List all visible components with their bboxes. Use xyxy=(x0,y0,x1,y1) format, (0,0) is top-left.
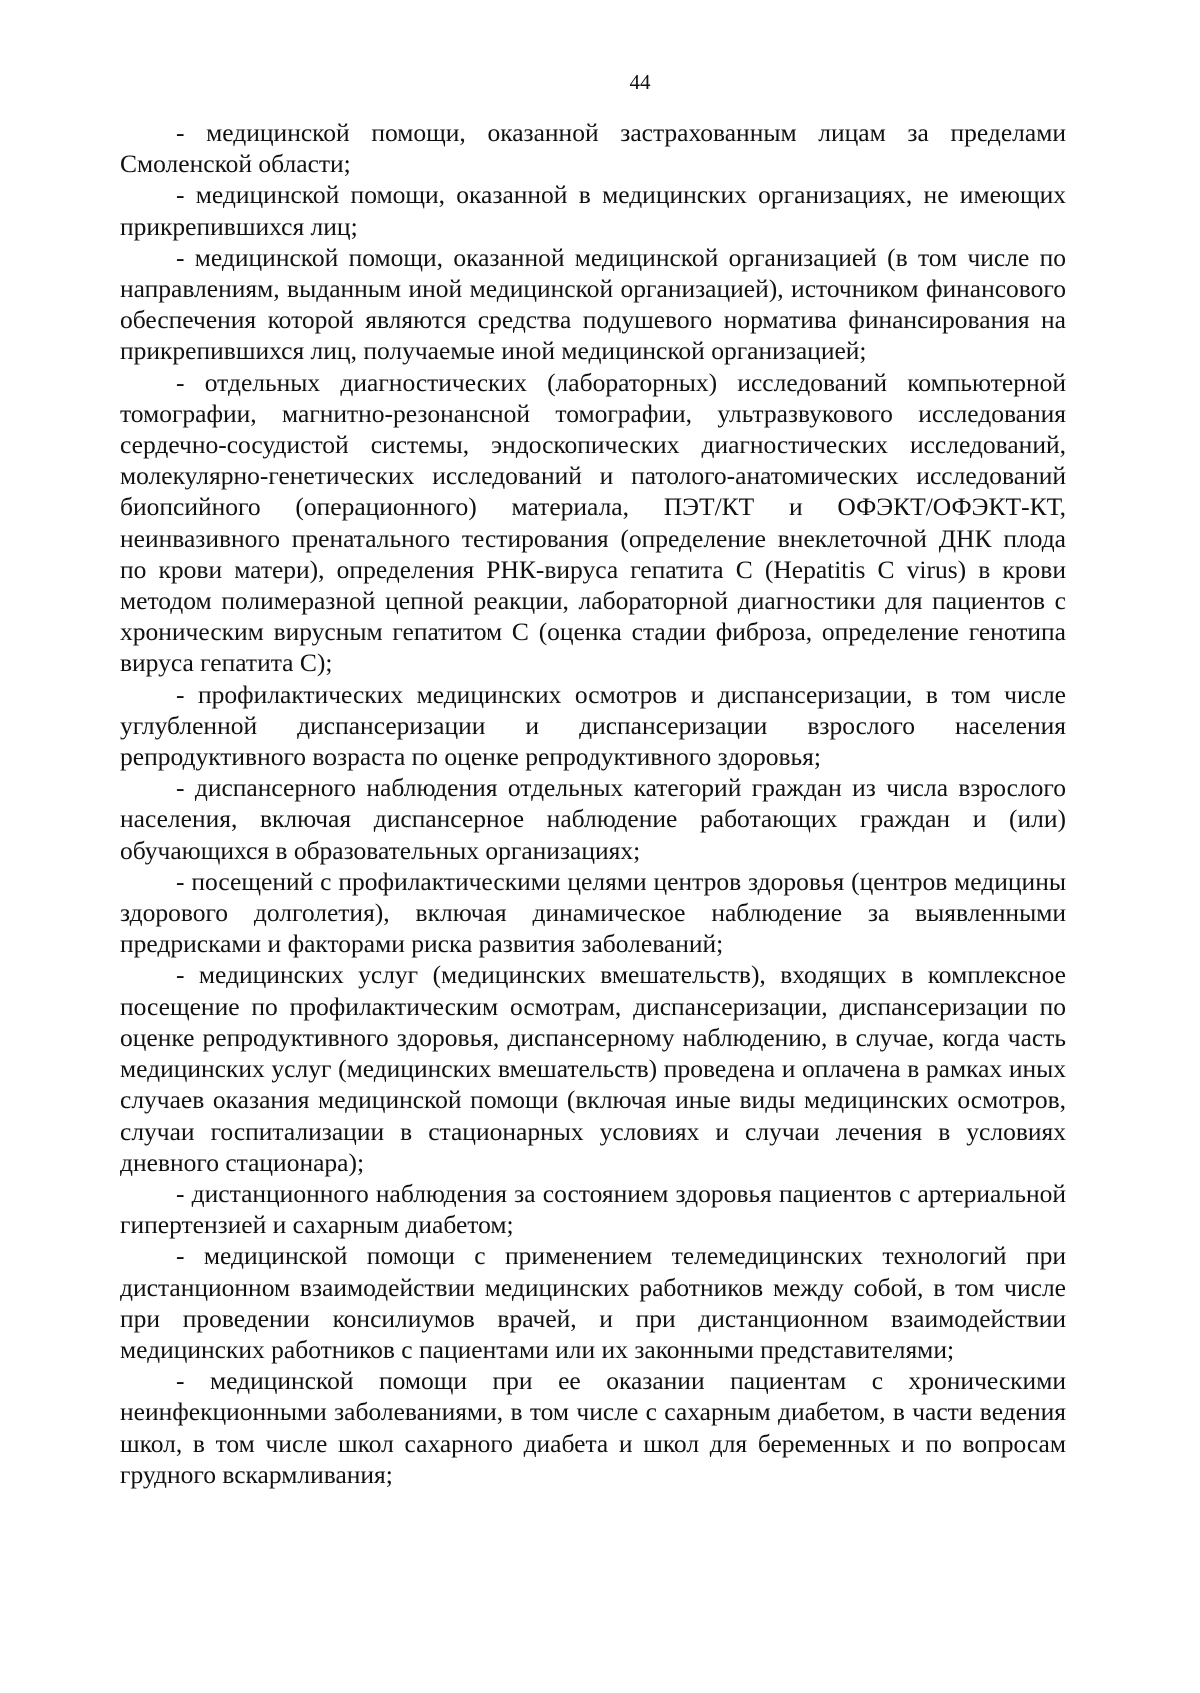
paragraph: - дистанционного наблюдения за состоянием здоровья пациентов с артериальной гипертензией и сахарным диабетом; xyxy=(120,1178,1066,1240)
paragraph: - отдельных диагностических (лабораторных) исследований компьютерной томографии, магнитно-резонансной томографии, ультразвукового исследования сердечно-сосудистой системы, эндоскопических диагностических исследований, молекулярно-генетических исследований и патолого-анатомических исследований биопсийного (операционного) материала, ПЭТ/КТ и ОФЭКТ/ОФЭКТ-КТ, неинвазивного пренатального тестирования (определение внеклеточной ДНК плода по крови матери), определения РНК-вируса гепатита С (Hepatitis C virus) в крови методом полимеразной цепной реакции, лабораторной диагностики для пациентов с хроническим вирусным гепатитом С (оценка стадии фиброза, определение генотипа вируса гепатита С); xyxy=(120,367,1066,678)
page-number: 44 xyxy=(629,70,651,94)
paragraph: - профилактических медицинских осмотров и диспансеризации, в том числе углубленной диспансеризации и диспансеризации взрослого населения репродуктивного возраста по оценке репродуктивного здоровья; xyxy=(120,679,1066,772)
paragraph: - диспансерного наблюдения отдельных категорий граждан из числа взрослого населения, включая диспансерное наблюдение работающих граждан и (или) обучающихся в образовательных организациях; xyxy=(120,773,1066,865)
paragraph: - медицинской помощи при ее оказании пациентам с хроническими неинфекционными заболеваниями, в том числе с сахарным диабетом, в части ведения школ, в том числе школ сахарного диабета и школ для беременных и по вопросам грудного вскармливания; xyxy=(120,1366,1066,1489)
paragraph: - медицинской помощи с применением телемедицинских технологий при дистанционном взаимодействии медицинских работников между собой, в том числе при проведении консилиумов врачей, и при дистанционном взаимодействии медицинских работников с пациентами или их законными представителями; xyxy=(120,1241,1066,1364)
paragraph: - посещений с профилактическими целями центров здоровья (центров медицины здорового долголетия), включая динамическое наблюдение за выявленными предрисками и факторами риска развития заболеваний; xyxy=(120,866,1066,959)
paragraph: - медицинской помощи, оказанной в медицинских организациях, не имеющих прикрепившихся лиц; xyxy=(120,180,1066,241)
paragraph: - медицинской помощи, оказанной застрахованным лицам за пределами Смоленской области; xyxy=(120,118,1066,179)
paragraph: - медицинской помощи, оказанной медицинской организацией (в том числе по направлениям, выданным иной медицинской организацией), источником финансового обеспечения которой являются средства подушевого норматива финансирования на прикрепившихся лиц, получаемые иной медицинской организацией; xyxy=(120,242,1066,366)
document-body xyxy=(120,117,1066,1490)
paragraph: - медицинских услуг (медицинских вмешательств), входящих в комплексное посещение по профилактическим осмотрам, диспансеризации, диспансеризации по оценке репродуктивного здоровья, диспансерному наблюдению, в случае, когда часть медицинских услуг (медицинских вмешательств) проведена и оплачена в рамках иных случаев оказания медицинской помощи (включая иные виды медицинских осмотров, случаи госпитализации в стационарных условиях и случаи лечения в условиях дневного стационара); xyxy=(120,960,1066,1177)
